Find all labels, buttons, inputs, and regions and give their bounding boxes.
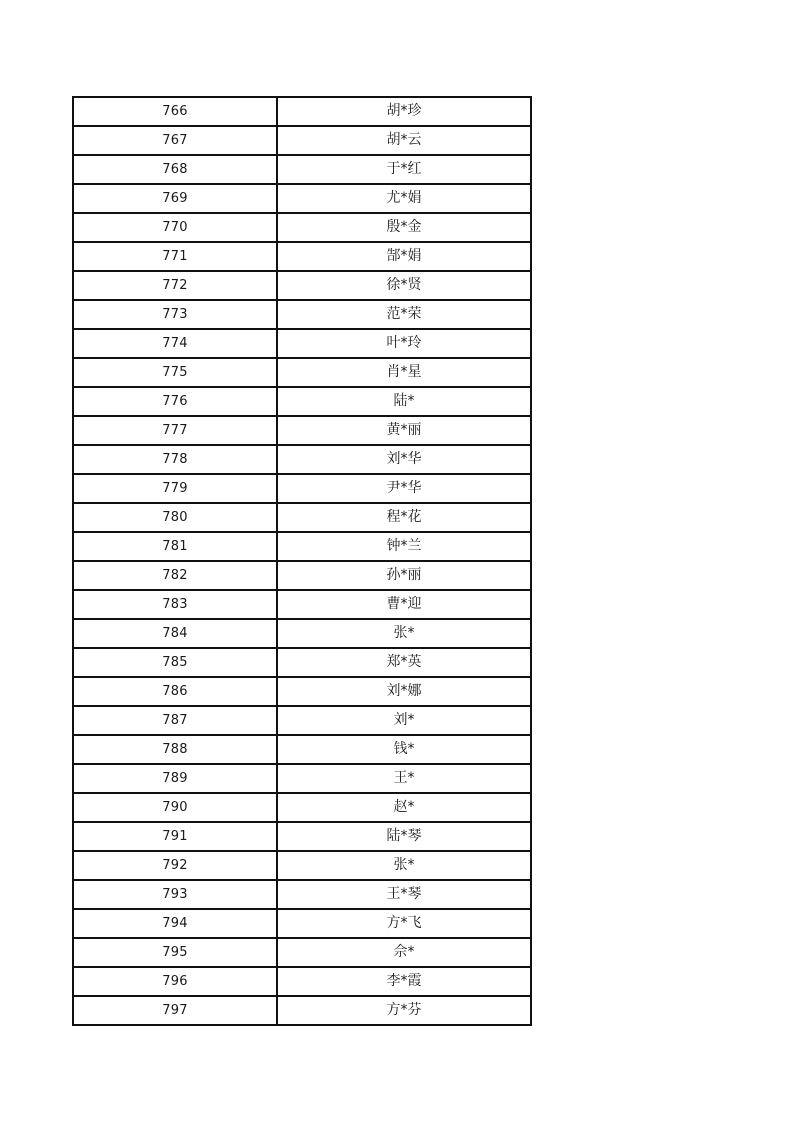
name-cell: 胡*珍 [277, 97, 531, 126]
table-row [73, 97, 531, 126]
table-row [73, 358, 531, 387]
row-number-cell: 767 [73, 126, 277, 155]
row-number-cell: 782 [73, 561, 277, 590]
name-cell: 肖*星 [277, 358, 531, 387]
name-cell: 孙*丽 [277, 561, 531, 590]
name-cell: 钱* [277, 735, 531, 764]
table-row [73, 271, 531, 300]
name-cell: 黄*丽 [277, 416, 531, 445]
table-row [73, 445, 531, 474]
name-cell: 尹*华 [277, 474, 531, 503]
table-row [73, 619, 531, 648]
name-cell: 徐*贤 [277, 271, 531, 300]
row-number-cell: 768 [73, 155, 277, 184]
table-row [73, 329, 531, 358]
table-row [73, 213, 531, 242]
name-cell: 殷*金 [277, 213, 531, 242]
table-row [73, 532, 531, 561]
name-cell: 陆* [277, 387, 531, 416]
table-row [73, 126, 531, 155]
name-cell: 李*霞 [277, 967, 531, 996]
row-number-cell: 788 [73, 735, 277, 764]
row-number-cell: 775 [73, 358, 277, 387]
name-cell: 张* [277, 851, 531, 880]
row-number-cell: 792 [73, 851, 277, 880]
row-number-cell: 779 [73, 474, 277, 503]
name-cell: 于*红 [277, 155, 531, 184]
name-cell: 曹*迎 [277, 590, 531, 619]
name-cell: 胡*云 [277, 126, 531, 155]
row-number-cell: 778 [73, 445, 277, 474]
name-cell: 叶*玲 [277, 329, 531, 358]
name-cell: 佘* [277, 938, 531, 967]
row-number-cell: 797 [73, 996, 277, 1025]
table-row [73, 967, 531, 996]
table-row [73, 155, 531, 184]
row-number-cell: 795 [73, 938, 277, 967]
name-cell: 刘*娜 [277, 677, 531, 706]
table-row [73, 880, 531, 909]
table-row [73, 706, 531, 735]
name-cell: 程*花 [277, 503, 531, 532]
row-number-cell: 777 [73, 416, 277, 445]
name-cell: 钟*兰 [277, 532, 531, 561]
table-row [73, 822, 531, 851]
name-cell: 郑*英 [277, 648, 531, 677]
row-number-cell: 784 [73, 619, 277, 648]
table-row [73, 996, 531, 1025]
table-row [73, 735, 531, 764]
name-cell: 赵* [277, 793, 531, 822]
table-row [73, 474, 531, 503]
row-number-cell: 772 [73, 271, 277, 300]
table-row [73, 909, 531, 938]
name-cell: 范*荣 [277, 300, 531, 329]
row-number-cell: 769 [73, 184, 277, 213]
row-number-cell: 791 [73, 822, 277, 851]
name-cell: 郜*娟 [277, 242, 531, 271]
table-row [73, 590, 531, 619]
row-number-cell: 770 [73, 213, 277, 242]
row-number-cell: 787 [73, 706, 277, 735]
row-number-cell: 796 [73, 967, 277, 996]
table-row [73, 938, 531, 967]
row-number-cell: 774 [73, 329, 277, 358]
row-number-cell: 771 [73, 242, 277, 271]
table-row [73, 851, 531, 880]
name-cell: 陆*琴 [277, 822, 531, 851]
name-cell: 王* [277, 764, 531, 793]
row-number-cell: 766 [73, 97, 277, 126]
row-number-cell: 785 [73, 648, 277, 677]
row-number-cell: 773 [73, 300, 277, 329]
roster-table [72, 96, 532, 1026]
name-cell: 刘*华 [277, 445, 531, 474]
row-number-cell: 776 [73, 387, 277, 416]
name-cell: 尤*娟 [277, 184, 531, 213]
table-row [73, 503, 531, 532]
table-row [73, 677, 531, 706]
table-row [73, 416, 531, 445]
table-row [73, 387, 531, 416]
name-cell: 王*琴 [277, 880, 531, 909]
row-number-cell: 786 [73, 677, 277, 706]
name-cell: 张* [277, 619, 531, 648]
table-row [73, 648, 531, 677]
table-row [73, 300, 531, 329]
table-row [73, 184, 531, 213]
row-number-cell: 789 [73, 764, 277, 793]
row-number-cell: 780 [73, 503, 277, 532]
table-row [73, 764, 531, 793]
row-number-cell: 781 [73, 532, 277, 561]
row-number-cell: 783 [73, 590, 277, 619]
table-row [73, 561, 531, 590]
name-cell: 方*飞 [277, 909, 531, 938]
row-number-cell: 793 [73, 880, 277, 909]
roster-table-body [73, 97, 531, 1025]
row-number-cell: 790 [73, 793, 277, 822]
table-row [73, 242, 531, 271]
row-number-cell: 794 [73, 909, 277, 938]
name-cell: 方*芬 [277, 996, 531, 1025]
table-row [73, 793, 531, 822]
name-cell: 刘* [277, 706, 531, 735]
